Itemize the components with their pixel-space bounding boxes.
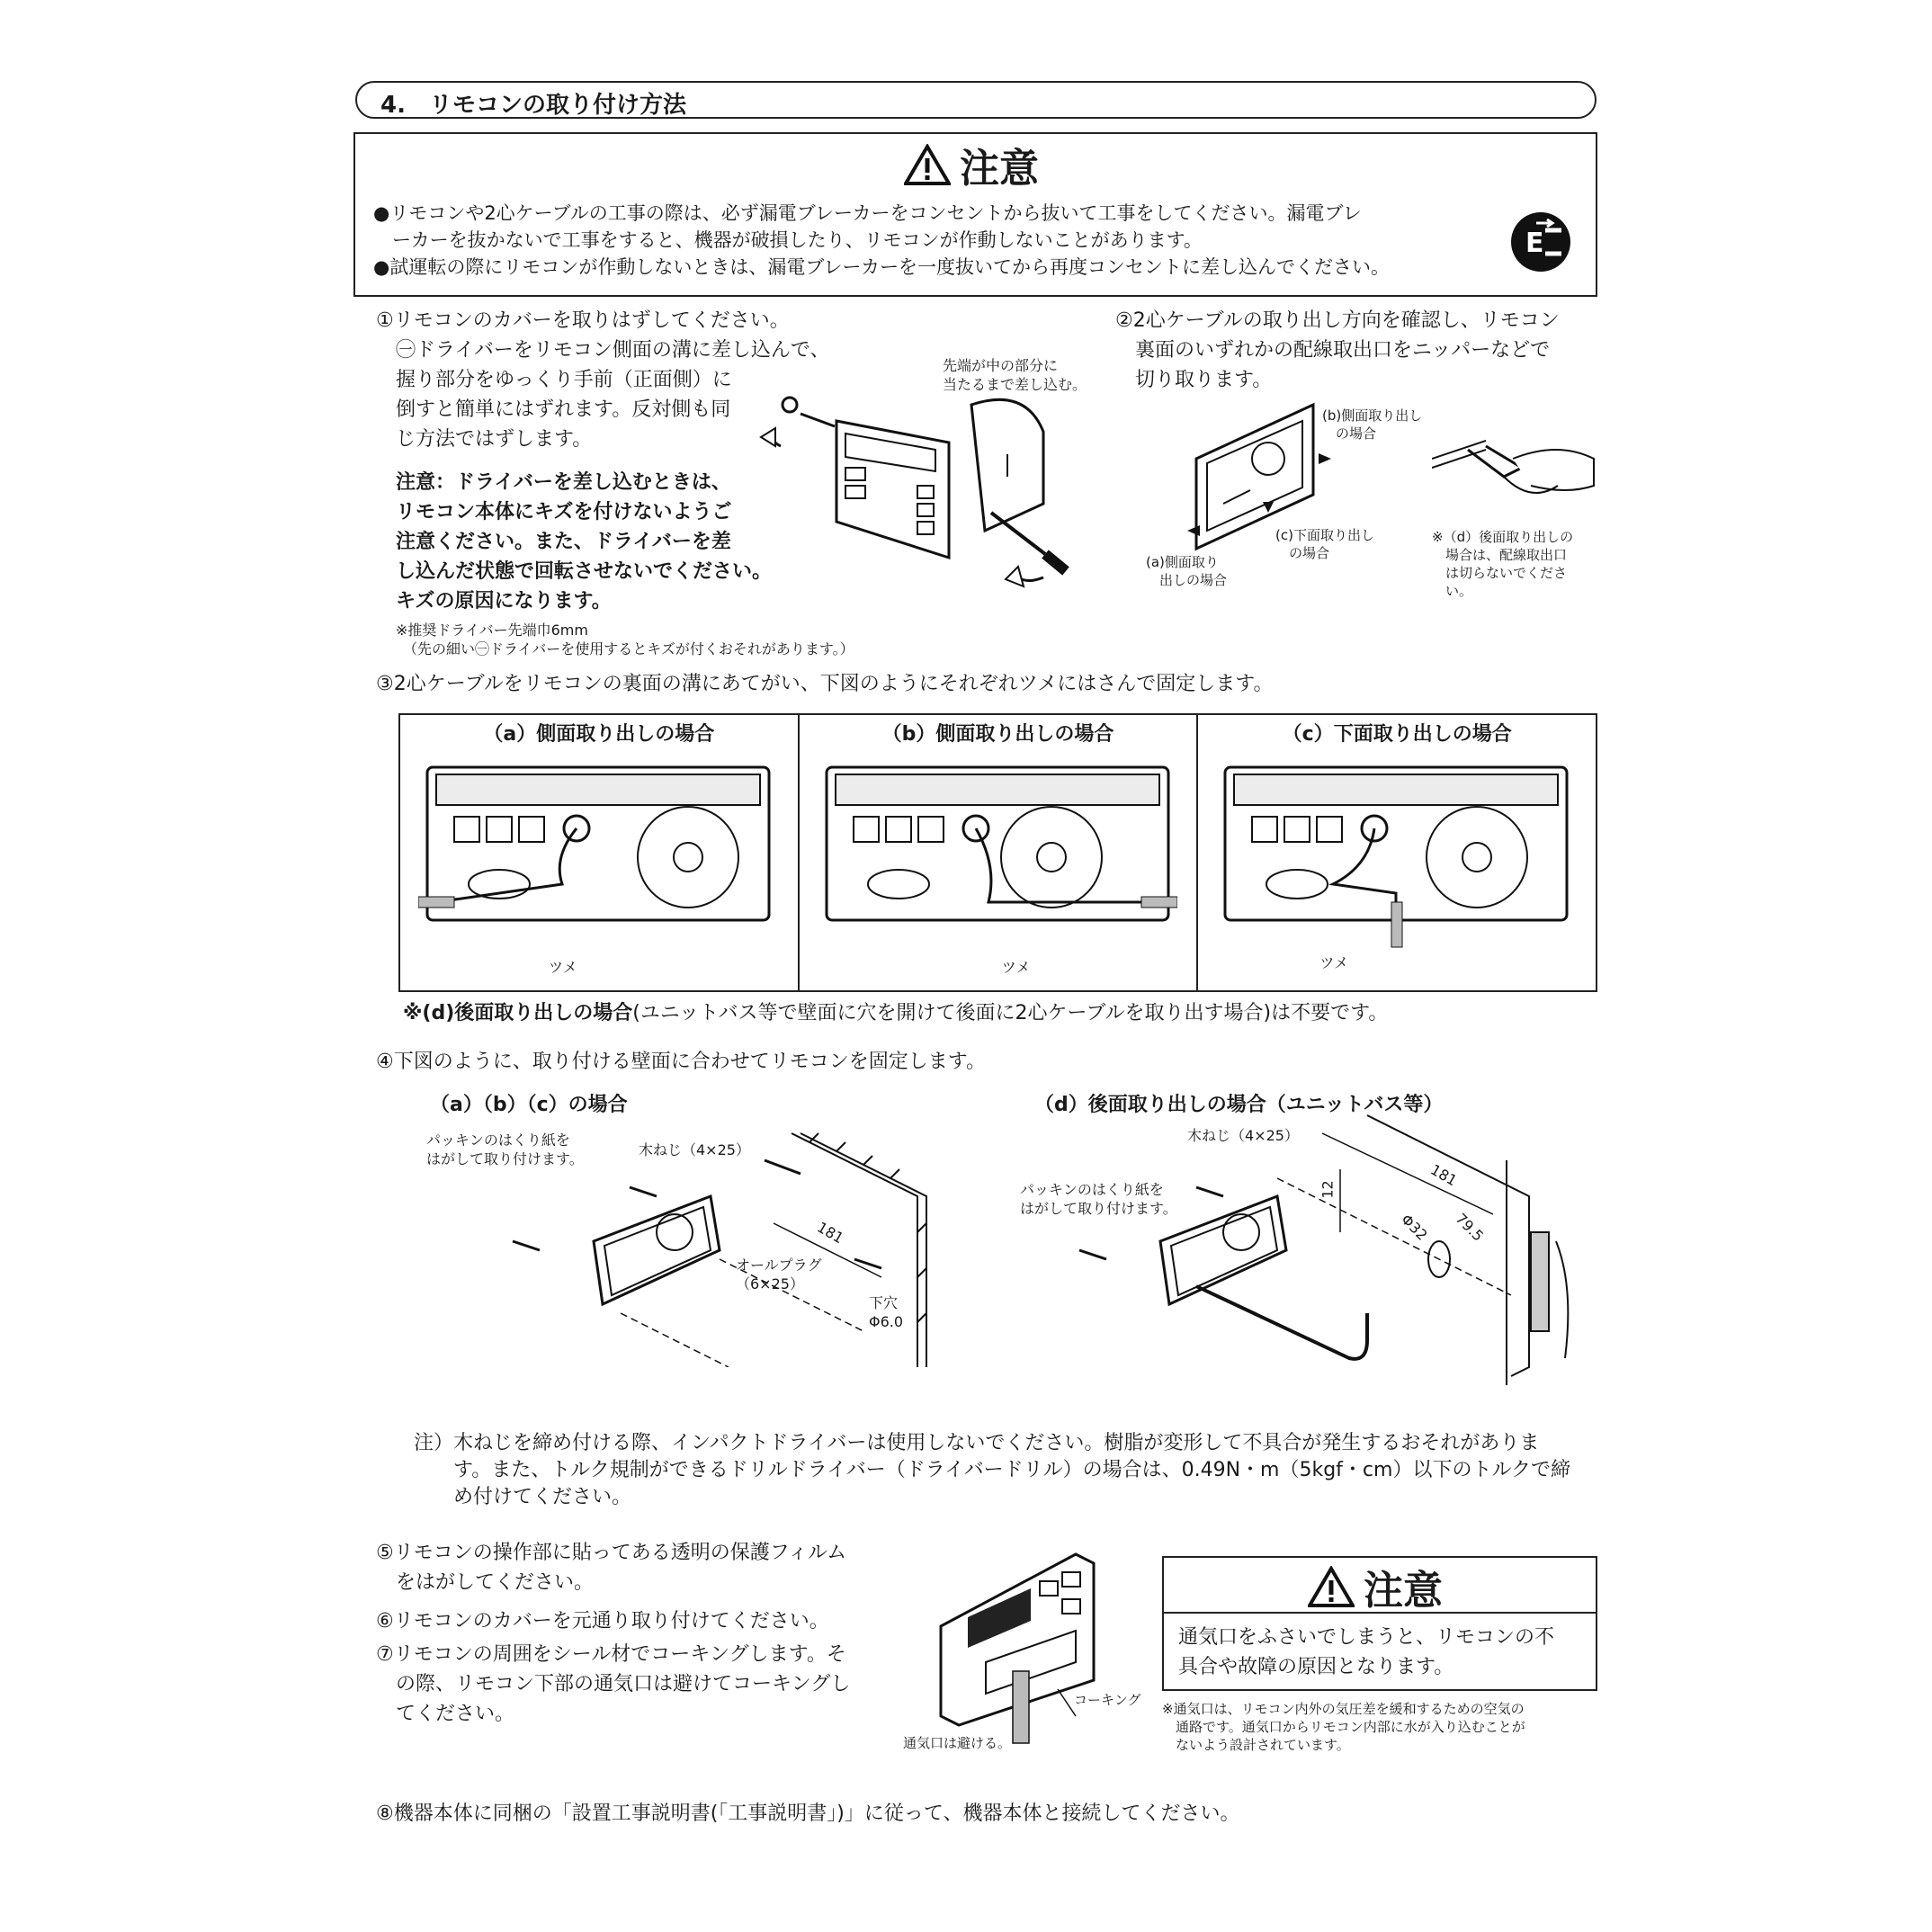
step3-cell-title: （c）下面取り出しの場合 bbox=[1282, 723, 1512, 746]
caution-heading bbox=[904, 136, 1039, 193]
caution2-heading bbox=[1308, 1558, 1443, 1615]
warning-triangle-icon bbox=[1308, 1566, 1355, 1607]
section-title bbox=[355, 81, 1597, 119]
screw-note-line-1: 注）木ねじを締め付ける際、インパクトドライバーは使用しないでください。樹脂が変形して不具合が発生するおそれがありま bbox=[414, 1432, 1540, 1454]
step3-cell-a bbox=[400, 715, 800, 990]
step3-cell-title: （b）側面取り出しの場合 bbox=[881, 723, 1114, 746]
step7-text: ⑦リモコンの周囲をシール材でコーキングします。そ の際、リモコン下部の通気口は避けてコーキングし てください。 bbox=[376, 1643, 851, 1725]
step4-right-dim-795: 79.5 bbox=[1452, 1210, 1488, 1245]
caution-line-1: ●リモコンや2心ケーブルの工事の際は、必ず漏電ブレーカーをコンセントから抜いて工事をしてください。漏電ブレ bbox=[373, 202, 1362, 224]
screw-note-line-3: め付けてください。 bbox=[414, 1486, 632, 1508]
step3-note-rest: (ユニットバス等で壁面に穴を開けて後面に2心ケーブルを取り出す場合)は不要です。 bbox=[632, 1002, 1389, 1024]
caulk-label: コーキング bbox=[1074, 1692, 1141, 1708]
step2-label-a: (a)側面取り 出しの場合 bbox=[1146, 554, 1228, 588]
section-title-text: 4. リモコンの取り付け方法 bbox=[380, 92, 686, 119]
step4-right-packing-label: パッキンのはくり紙を はがして取り付けます。 bbox=[1020, 1181, 1177, 1217]
back-plate-diagram bbox=[1216, 758, 1576, 956]
vent-label: 通気口は避ける。 bbox=[903, 1735, 1012, 1751]
step1-warning: 注意：ドライバーを差し込むときは、 リモコン本体にキズを付けないようご 注意ください。また、ドライバーを差 し込んだ状態で回転させないでください。 キズの原因になります。 bbox=[396, 471, 773, 613]
caution2-text: 通気口をふさいでしまうと、リモコンの不 具合や故障の原因となります。 bbox=[1178, 1626, 1555, 1678]
step2-label-b: (b)側面取り出し の場合 bbox=[1322, 407, 1423, 442]
caution2-note: ※通気口は、リモコン内外の気圧差を緩和するための空気の 通路です。通気口からリモコン内部に水が入り込むことが ないよう設計されています。 bbox=[1162, 1701, 1525, 1753]
caution-line-2: ーカーを抜かないで工事をすると、機器が破損したり、リモコンが作動しないことがあります。 bbox=[373, 229, 1203, 251]
screw-note-line-2: す。また、トルク規制ができるドリルドライバー（ドライバードリル）の場合は、0.49N・m（5kgf・cm）以下のトルクで締 bbox=[414, 1459, 1571, 1481]
step3-text: ③2心ケーブルをリモコンの裏面の溝にあてがい、下図のようにそれぞれツメにはさんで固定します。 bbox=[376, 673, 1274, 695]
step3-cell-b bbox=[800, 715, 1199, 990]
step4-right-title: （d）後面取り出しの場合（ユニットバス等） bbox=[1034, 1094, 1444, 1116]
caution-line-3: ●試運転の際にリモコンが作動しないときは、漏電ブレーカーを一度抜いてから再度コンセントに差し込んでください。 bbox=[373, 256, 1391, 278]
step4-left-screw-label: 木ねじ（4×25） bbox=[639, 1141, 750, 1158]
back-plate-diagram bbox=[418, 758, 778, 938]
caution2-heading-text: 注意 bbox=[1364, 1568, 1443, 1614]
unplug-icon-letter: E bbox=[1525, 228, 1544, 259]
caulking-illustration bbox=[932, 1545, 1112, 1752]
back-plate-diagram bbox=[818, 758, 1177, 938]
step4-left-packing-label: パッキンのはくり紙を はがして取り付けます。 bbox=[426, 1131, 584, 1167]
step1-callout: 先端が中の部分に 当たるまで差し込む。 bbox=[943, 357, 1087, 393]
step3-panel-table bbox=[398, 713, 1597, 992]
caution-box-2 bbox=[1162, 1556, 1597, 1691]
step4-right-dim-12: 12 bbox=[1319, 1180, 1337, 1199]
step3-note-bold: ※(d)後面取り出しの場合 bbox=[403, 1002, 633, 1024]
step1-text: ①リモコンのカバーを取りはずしてください。 ㊀ドライバーをリモコン側面の溝に差し込んで、 握り部分をゆっくり手前（正面側）に 倒すと簡単にはずれます。反対側も同 じ方法ではずします。 bbox=[376, 309, 830, 451]
step4-right-dim-181: 181 bbox=[1427, 1160, 1461, 1190]
step4-right-illustration bbox=[1070, 1106, 1592, 1394]
nipper-illustration bbox=[1432, 432, 1603, 522]
step4-left-illustration bbox=[504, 1124, 935, 1367]
tab-label-c: ツメ bbox=[1319, 954, 1349, 971]
step3-note bbox=[403, 998, 1617, 1028]
step2-text: ②2心ケーブルの取り出し方向を確認し、リモコン 裏面のいずれかの配線取出口をニッパーなどで 切り取ります。 bbox=[1115, 309, 1560, 391]
unplug-icon bbox=[1509, 210, 1572, 273]
step4-left-dim: 181 bbox=[814, 1218, 847, 1248]
step4-left-title: （a）（b）（c）の場合 bbox=[430, 1094, 628, 1116]
warning-triangle-icon bbox=[904, 144, 951, 185]
step4-text: ④下図のように、取り付ける壁面に合わせてリモコンを固定します。 bbox=[376, 1051, 986, 1073]
step1-note: ※推奨ドライバー先端巾6mm （先の細い㊀ドライバーを使用するとキズが付くおそれがあります。） bbox=[396, 622, 854, 657]
caution-box bbox=[353, 132, 1597, 297]
step2-note-d: ※（d）後面取り出しの 場合は、配線取出口 は切らないでくださ い。 bbox=[1432, 529, 1574, 599]
step8-text: ⑧機器本体に同梱の「設置工事説明書(「工事説明書」)」に従って、機器本体と接続してください。 bbox=[376, 1802, 1240, 1825]
step4-right-screw-label: 木ねじ（4×25） bbox=[1187, 1127, 1299, 1144]
tab-label-a: ツメ bbox=[549, 959, 577, 976]
step4-right-dim-phi: Φ32 bbox=[1398, 1211, 1431, 1244]
step2-label-c: (c)下面取り出し の場合 bbox=[1275, 527, 1374, 561]
step4-left-hole-label: 下穴 Φ6.0 bbox=[869, 1294, 904, 1330]
step4-left-plug-label: オールプラグ （6×25） bbox=[736, 1257, 822, 1292]
step3-cell-c bbox=[1198, 715, 1596, 990]
tab-label-b: ツメ bbox=[1001, 959, 1031, 976]
caution-heading-text: 注意 bbox=[960, 146, 1039, 192]
step3-cell-title: （a）側面取り出しの場合 bbox=[483, 723, 715, 746]
step5-text: ⑤リモコンの操作部に貼ってある透明の保護フィルム をはがしてください。 bbox=[376, 1542, 847, 1594]
step1-illustration bbox=[756, 378, 1079, 603]
step6-text: ⑥リモコンのカバーを元通り取り付けてください。 bbox=[376, 1610, 829, 1632]
